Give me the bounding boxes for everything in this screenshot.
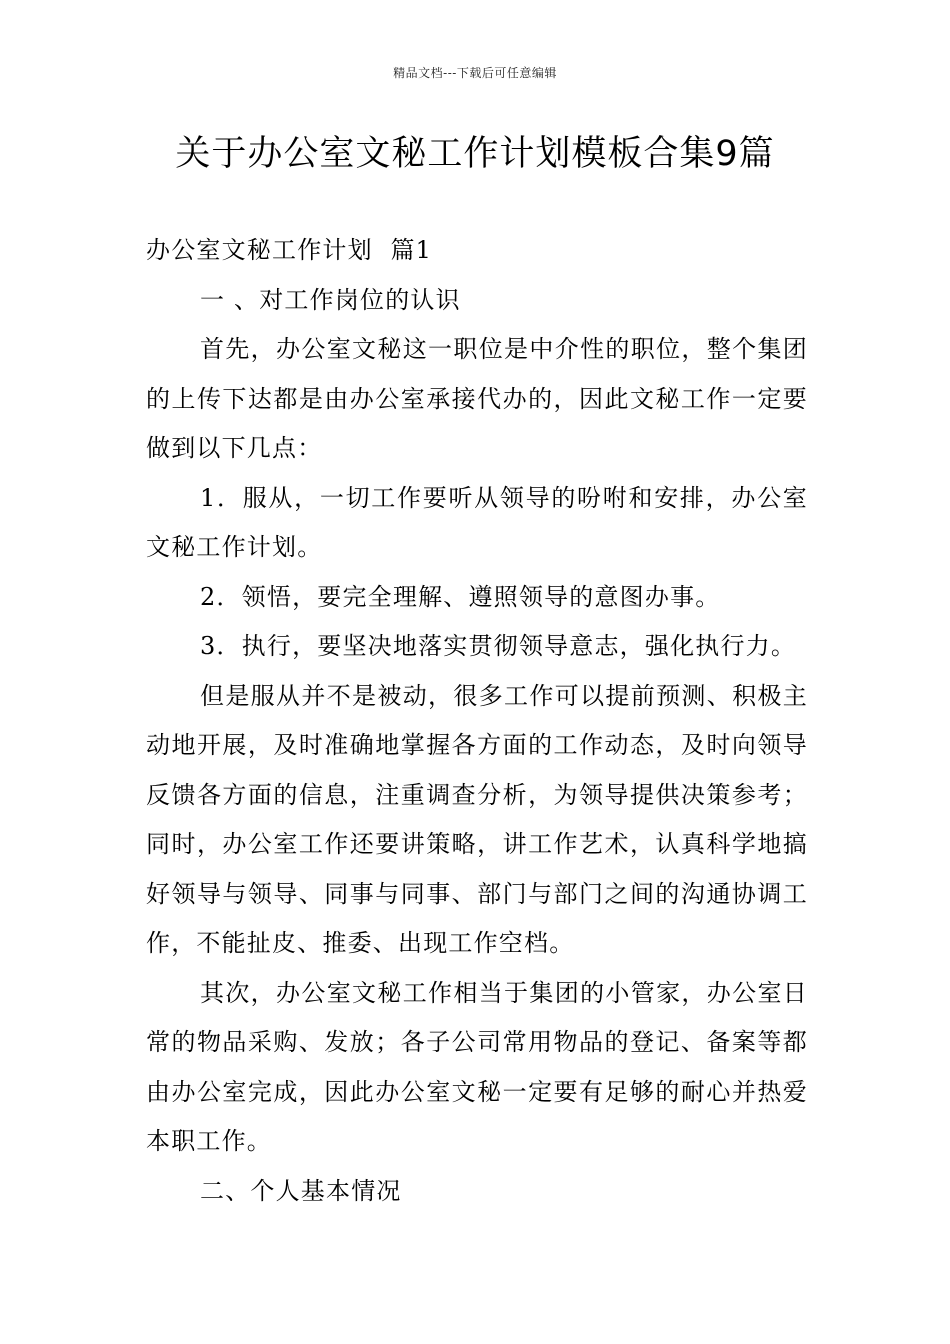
paragraph: 其次，办公室文秘工作相当于集团的小管家，办公室日常的物品采购、发放；各子公司常用物品的登记、备案等都由办公室完成，因此办公室文秘一定要有足够的耐心并热爱本职工作。 [146, 978, 808, 1155]
list-item-1: 1．服从，一切工作要听从领导的吩咐和安排，办公室文秘工作计划。 [146, 483, 808, 561]
paragraph-subheading-1: 一 、对工作岗位的认识 [200, 285, 461, 314]
paragraph-subheading-2: 二、个人基本情况 [200, 1176, 402, 1205]
list-item-2: 2．领悟，要完全理解、遵照领导的意图办事。 [200, 582, 721, 611]
section-heading: 办公室文秘工作计划 篇1 [146, 236, 433, 264]
paragraph: 但是服从并不是被动，很多工作可以提前预测、积极主动地开展，及时准确地掌握各方面的工作动态，及时向领导反馈各方面的信息，注重调查分析，为领导提供决策参考；同时，办公室工作还要讲策略，讲工作艺术，认真科学地搞好领导与领导、同事与同事、部门与部门之间的沟通协调工作，不能扯皮、推委、出现工作空档。 [146, 681, 808, 957]
header-note: 精品文档---下载后可任意编辑 [393, 66, 557, 80]
paragraph: 首先，办公室文秘这一职位是中介性的职位，整个集团的上传下达都是由办公室承接代办的，因此文秘工作一定要做到以下几点： [146, 335, 808, 462]
document-body [146, 226, 808, 1216]
list-item-3: 3．执行，要坚决地落实贯彻领导意志，强化执行力。 [200, 632, 797, 660]
document-title: 关于办公室文秘工作计划模板合集9篇 [175, 134, 775, 174]
